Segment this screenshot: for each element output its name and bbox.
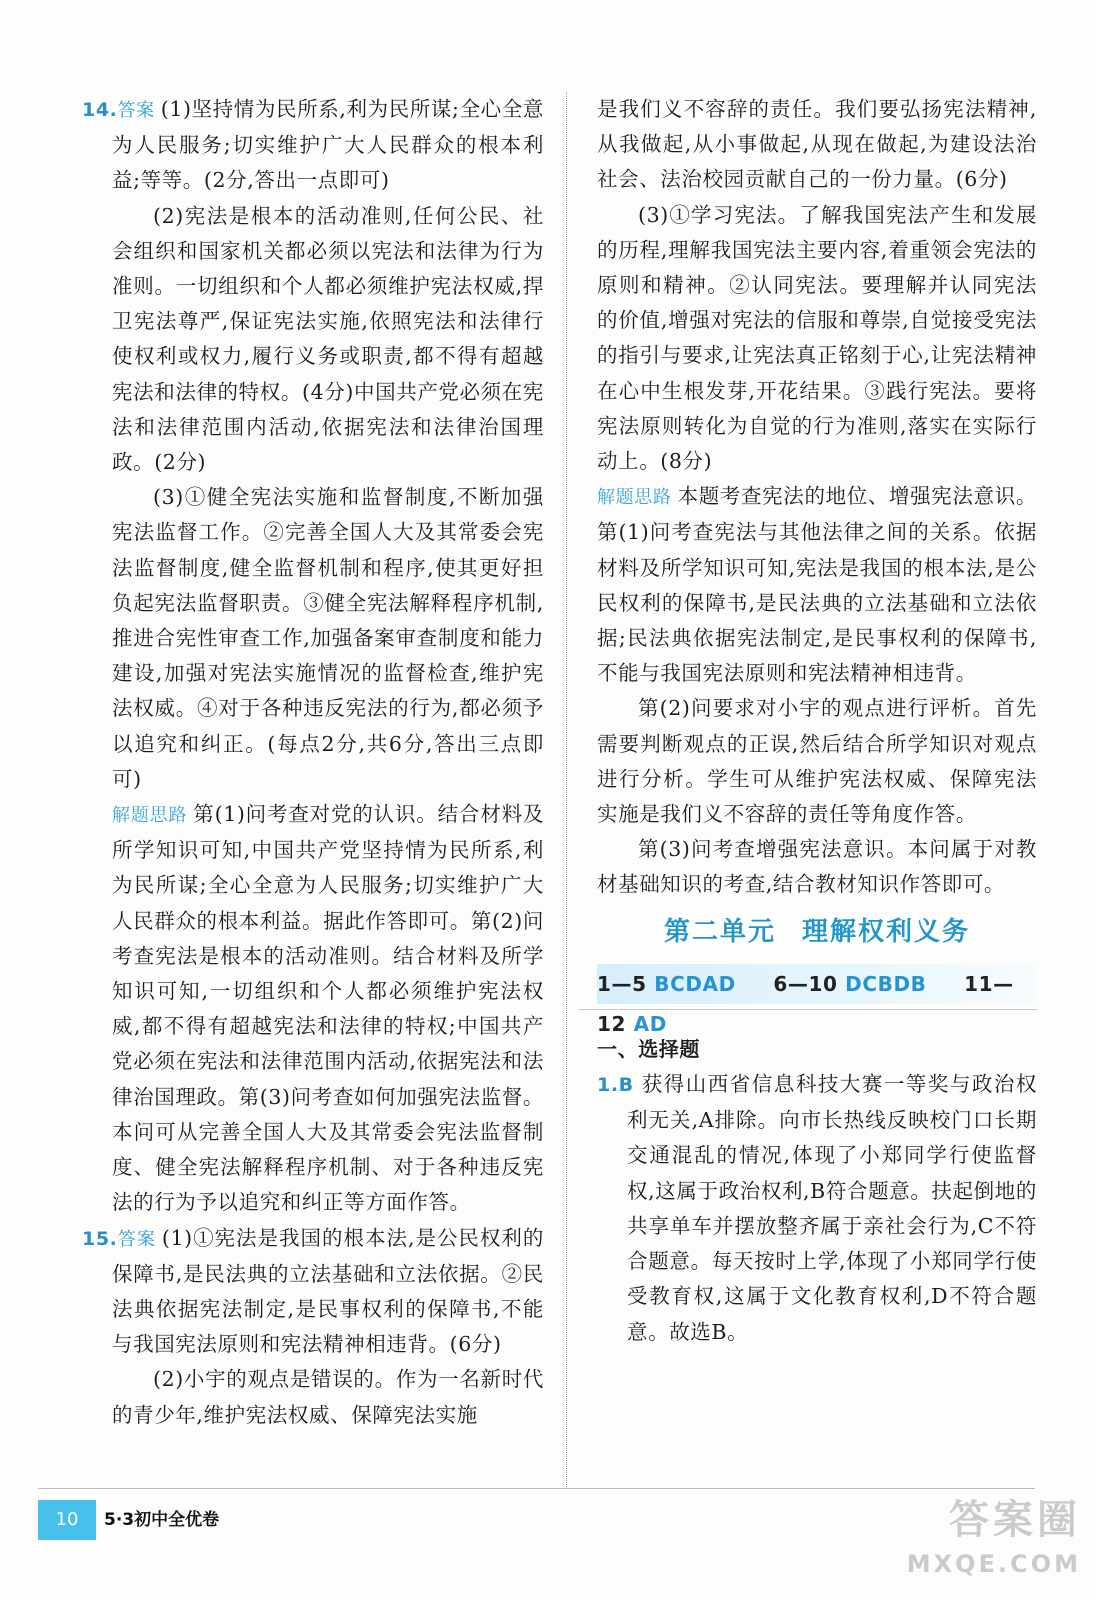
q15-solution-text-3: 第(3)问考查增强宪法意识。本问属于对教材基础知识的考查,结合教材知识作答即可。	[597, 837, 1037, 897]
q14-solution-tag: 解题思路	[112, 805, 188, 827]
right-column	[597, 92, 1037, 1350]
book-title: 5·3初中全优卷	[104, 1510, 220, 1530]
unit-title-name: 理解权利义务	[802, 916, 971, 947]
q14-answer-tag: 答案	[117, 100, 155, 121]
q15-solution-text-2: 第(2)问要求对小宇的观点进行评析。首先需要判断观点的正误,然后结合所学知识对观点进行分析。学生可从维护宪法权威、保障宪法实施是我们义不容辞的责任等角度作答。	[597, 696, 1037, 827]
q15-answer-1-text: (1)①宪法是我国的根本法,是公民权利的保障书,是民法典的立法基础和立法依据。②民法典依据宪法制定,是民事权利的保障书,不能与我国宪法原则和宪法精神相违背。(6分)	[112, 1225, 544, 1357]
page-number: 10	[38, 1500, 96, 1540]
q1-explanation	[597, 1067, 1037, 1350]
watermark-top: 答案圈	[949, 1497, 1081, 1543]
q14-answer-1-text: (1)坚持情为民所系,利为民所谋;全心全意为人民服务;切实维护广大人民群众的根本利益;等等。(2分,答出一点即可)	[112, 97, 545, 193]
q1-number: 1.B	[597, 1074, 634, 1097]
q14-answer-1	[82, 92, 544, 199]
page-footer	[38, 1500, 278, 1544]
q1-explanation-text: 获得山西省信息科技大赛一等奖与政治权利无关,A排除。向市长热线反映校门口长期交通混乱的情况,体现了小郑同学行使监督权,这属于政治权利,B符合题意。扶起倒地的共享单车并摆放整齐属于亲社会行为,C不符合题意。每天按时上学,体现了小郑同学行使受教育权,这属于文化教育权利,D不符合题意。故选B。	[627, 1072, 1037, 1344]
section-heading: 一、选择题	[597, 1036, 700, 1061]
answer-letters: AD	[633, 1011, 667, 1036]
unit-title	[597, 915, 1037, 950]
unit-title-number: 第二单元	[663, 916, 776, 947]
q15-number: 15.	[82, 1227, 118, 1250]
answer-letters: BCDAD	[654, 971, 736, 996]
q15-answer-2: (2)小宇的观点是错误的。作为一名新时代的青少年,维护宪法权威、保障宪法实施	[112, 1367, 544, 1427]
q15-answer-2-continued: 是我们义不容辞的责任。我们要弘扬宪法精神,从我做起,从小事做起,从现在做起,为建设法治社会、法治校园贡献自己的一份力量。(6分)	[597, 97, 1037, 192]
q15-answer-tag: 答案	[117, 1228, 156, 1250]
answer-key-band	[597, 964, 1037, 1036]
watermark-bottom: MXQE.COM	[906, 1550, 1081, 1578]
footer-rule	[38, 1488, 1035, 1489]
q14-number: 14.	[82, 99, 118, 121]
answer-range: 1—5	[597, 971, 647, 996]
column-divider	[566, 92, 567, 1487]
q15-solution-text-1: 本题考查宪法的地位、增强宪法意识。第(1)问考查宪法与其他法律之间的关系。依据材料及所学知识可知,宪法是我国的根本法,是公民权利的保障书,是民法典的立法基础和立法依据;民法典依据宪法制定,是民事权利的保障书,不能与我国宪法原则和宪法精神相违背。	[597, 484, 1037, 686]
q15-solution-idea	[597, 479, 1037, 691]
q15-answer-1	[82, 1221, 544, 1363]
answer-range: 11—12	[597, 971, 1014, 1036]
answer-letters: DCBDB	[845, 971, 927, 996]
q14-answer-3: (3)①健全宪法实施和监督制度,不断加强宪法监督工作。②完善全国人大及其常委会宪法监督制度,健全监督机制和程序,使其更好担负起宪法监督职责。③健全宪法解释程序机制,推进合宪性审查工作,加强备案审查制度和能力建设,加强对宪法实施情况的监督检查,维护宪法权威。④对于各种违反宪法的行为,都必须予以追究和纠正。(每点2分,共6分,答出三点即可)	[112, 485, 544, 791]
q14-answer-2: (2)宪法是根本的活动准则,任何公民、社会组织和国家机关都必须以宪法和法律为行为准则。一切组织和个人都必须维护宪法权威,捍卫宪法尊严,保证宪法实施,依照宪法和法律行使权利或权力,履行义务或职责,都不得有超越宪法和法律的特权。(4分)中国共产党必须在宪法和法律范围内活动,依据宪法和法律治国理政。(2分)	[112, 203, 544, 475]
answer-range: 6—10	[773, 971, 838, 996]
q14-solution-text: 第(1)问考查对党的认识。结合材料及所学知识可知,中国共产党坚持情为民所系,利为民所谋;全心全意为人民服务;切实维护广大人民群众的根本利益。据此作答即可。第(2)问考查宪法是根本的活动准则。结合材料及所学知识可知,一切组织和个人都必须维护宪法权威,都不得有超越宪法和法律的特权;中国共产党必须在宪法和法律范围内活动,依据宪法和法律治国理政。第(3)问考查如何加强宪法监督。本问可从完善全国人大及其常委会宪法监督制度、健全宪法解释程序机制、对于各种违反宪法的行为予以追究和纠正等方面作答。	[112, 802, 544, 1215]
q15-answer-3: (3)①学习宪法。了解我国宪法产生和发展的历程,理解我国宪法主要内容,着重领会宪法的原则和精神。②认同宪法。要理解并认同宪法的价值,增强对宪法的信服和尊崇,自觉接受宪法的指引与要求,让宪法真正铭刻于心,让宪法精神在心中生根发芽,开花结果。③践行宪法。要将宪法原则转化为自觉的行为准则,落实在实际行动上。(8分)	[597, 202, 1037, 474]
q14-solution-idea	[82, 797, 544, 1220]
watermark-logo	[881, 1494, 1081, 1594]
left-column	[82, 92, 544, 1433]
q15-solution-tag: 解题思路	[597, 487, 672, 509]
